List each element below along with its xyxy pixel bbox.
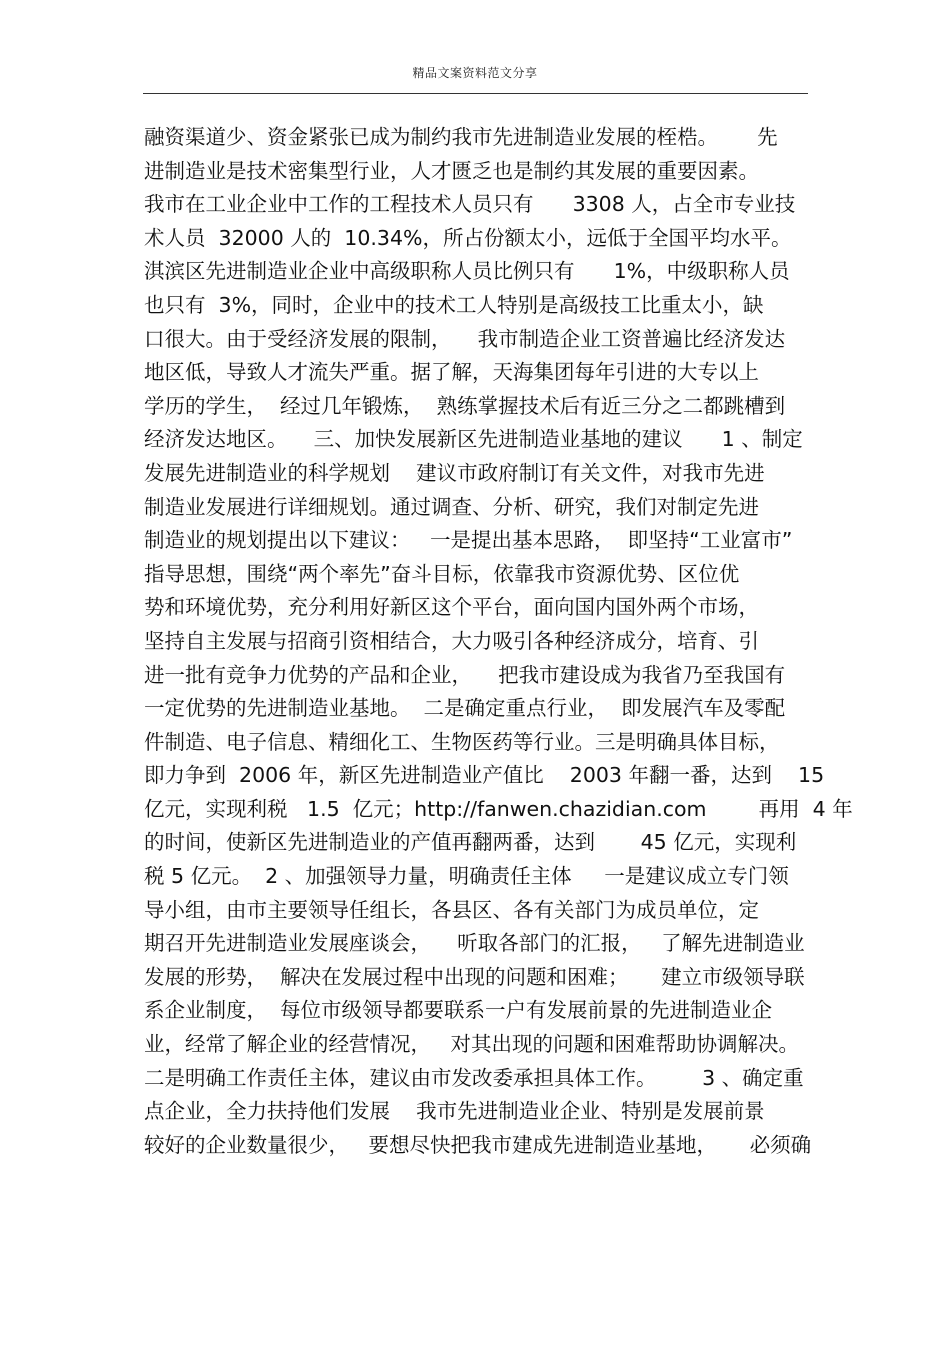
text-line: 学历的学生， 经过几年锻炼， 熟练掌握技术后有近三分之二都跳槽到 xyxy=(144,393,786,418)
text-line: 点企业，全力扶持他们发展 我市先进制造业企业、特别是发展前景 xyxy=(144,1099,765,1124)
text-line: 也只有 3%，同时，企业中的技术工人特别是高级技工比重太小，缺 xyxy=(144,292,764,317)
text-line: 融资渠道少、资金紧张已成为制约我市先进制造业发展的桎梏。 先 xyxy=(144,125,778,149)
text-line: 口很大。由于受经济发展的限制， 我市制造企业工资普遍比经济发达 xyxy=(144,326,786,351)
text-line: 地区低，导致人才流失严重。据了解，天海集团每年引进的大专以上 xyxy=(144,360,759,385)
text-line: 进制造业是技术密集型行业，人才匮乏也是制约其发展的重要因素。 xyxy=(144,158,759,183)
header-divider xyxy=(143,93,808,94)
text-line: 经济发达地区。 三、加快发展新区先进制造业基地的建议 1 、制定 xyxy=(144,427,803,452)
text-line: 税 5 亿元。 2 、加强领导力量，明确责任主体 一是建议成立专门领 xyxy=(144,864,789,889)
text-line: 制造业发展进行详细规划。通过调查、分析、研究，我们对制定先进 xyxy=(144,494,759,519)
text-line: 术人员 32000 人的 10.34%，所占份额太小，远低于全国平均水平。 xyxy=(144,225,792,250)
text-line: 一定优势的先进制造业基地。 二是确定重点行业， 即发展汽车及零配 xyxy=(144,696,786,721)
text-line: 我市在工业企业中工作的工程技术人员只有 3308 人，占全市专业技 xyxy=(144,192,796,217)
text-line: 即力争到 2006 年，新区先进制造业产值比 2003 年翻一番，达到 15 xyxy=(144,763,825,788)
text-line: 势和环境优势，充分利用好新区这个平台，面向国内国外两个市场， xyxy=(144,595,759,620)
text-line: 进一批有竞争力优势的产品和企业， 把我市建设成为我省乃至我国有 xyxy=(144,662,786,687)
text-line: 发展先进制造业的科学规划 建议市政府制订有关文件，对我市先进 xyxy=(144,460,765,485)
text-line: 较好的企业数量很少， 要想尽快把我市建成先进制造业基地， 必须确 xyxy=(144,1132,812,1157)
text-line: 亿元，实现利税 1.5 亿元；http://fanwen.chazidian.com 再用 4 年 xyxy=(144,796,853,821)
text-line: 指导思想，围绕“两个率先”奋斗目标，依靠我市资源优势、区位优 xyxy=(144,561,740,586)
text-line: 制造业的规划提出以下建议： 一是提出基本思路， 即坚持“工业富市” xyxy=(144,528,793,553)
text-line: 期召开先进制造业发展座谈会， 听取各部门的汇报， 了解先进制造业 xyxy=(144,931,805,956)
text-line: 导小组，由市主要领导任组长，各县区、各有关部门为成员单位，定 xyxy=(144,897,759,922)
text-line: 系企业制度， 每位市级领导都要联系一户有发展前景的先进制造业企 xyxy=(144,998,773,1023)
document-body xyxy=(144,121,853,1162)
text-line: 坚持自主发展与招商引资相结合，大力吸引各种经济成分，培育、引 xyxy=(144,628,759,653)
page-header: 精品文案资料范文分享 xyxy=(412,66,538,80)
text-line: 件制造、电子信息、精细化工、生物医药等行业。三是明确具体目标， xyxy=(144,729,780,754)
text-line: 淇滨区先进制造业企业中高级职称人员比例只有 1%，中级职称人员 xyxy=(144,259,790,284)
text-line: 的时间，使新区先进制造业的产值再翻两番，达到 45 亿元，实现利 xyxy=(144,830,797,855)
text-line: 二是明确工作责任主体，建议由市发改委承担具体工作。 3 、确定重 xyxy=(144,1065,804,1090)
text-line: 业，经常了解企业的经营情况， 对其出现的问题和困难帮助协调解决。 xyxy=(144,1032,800,1057)
text-line: 发展的形势， 解决在发展过程中出现的问题和困难； 建立市级领导联 xyxy=(144,964,805,989)
